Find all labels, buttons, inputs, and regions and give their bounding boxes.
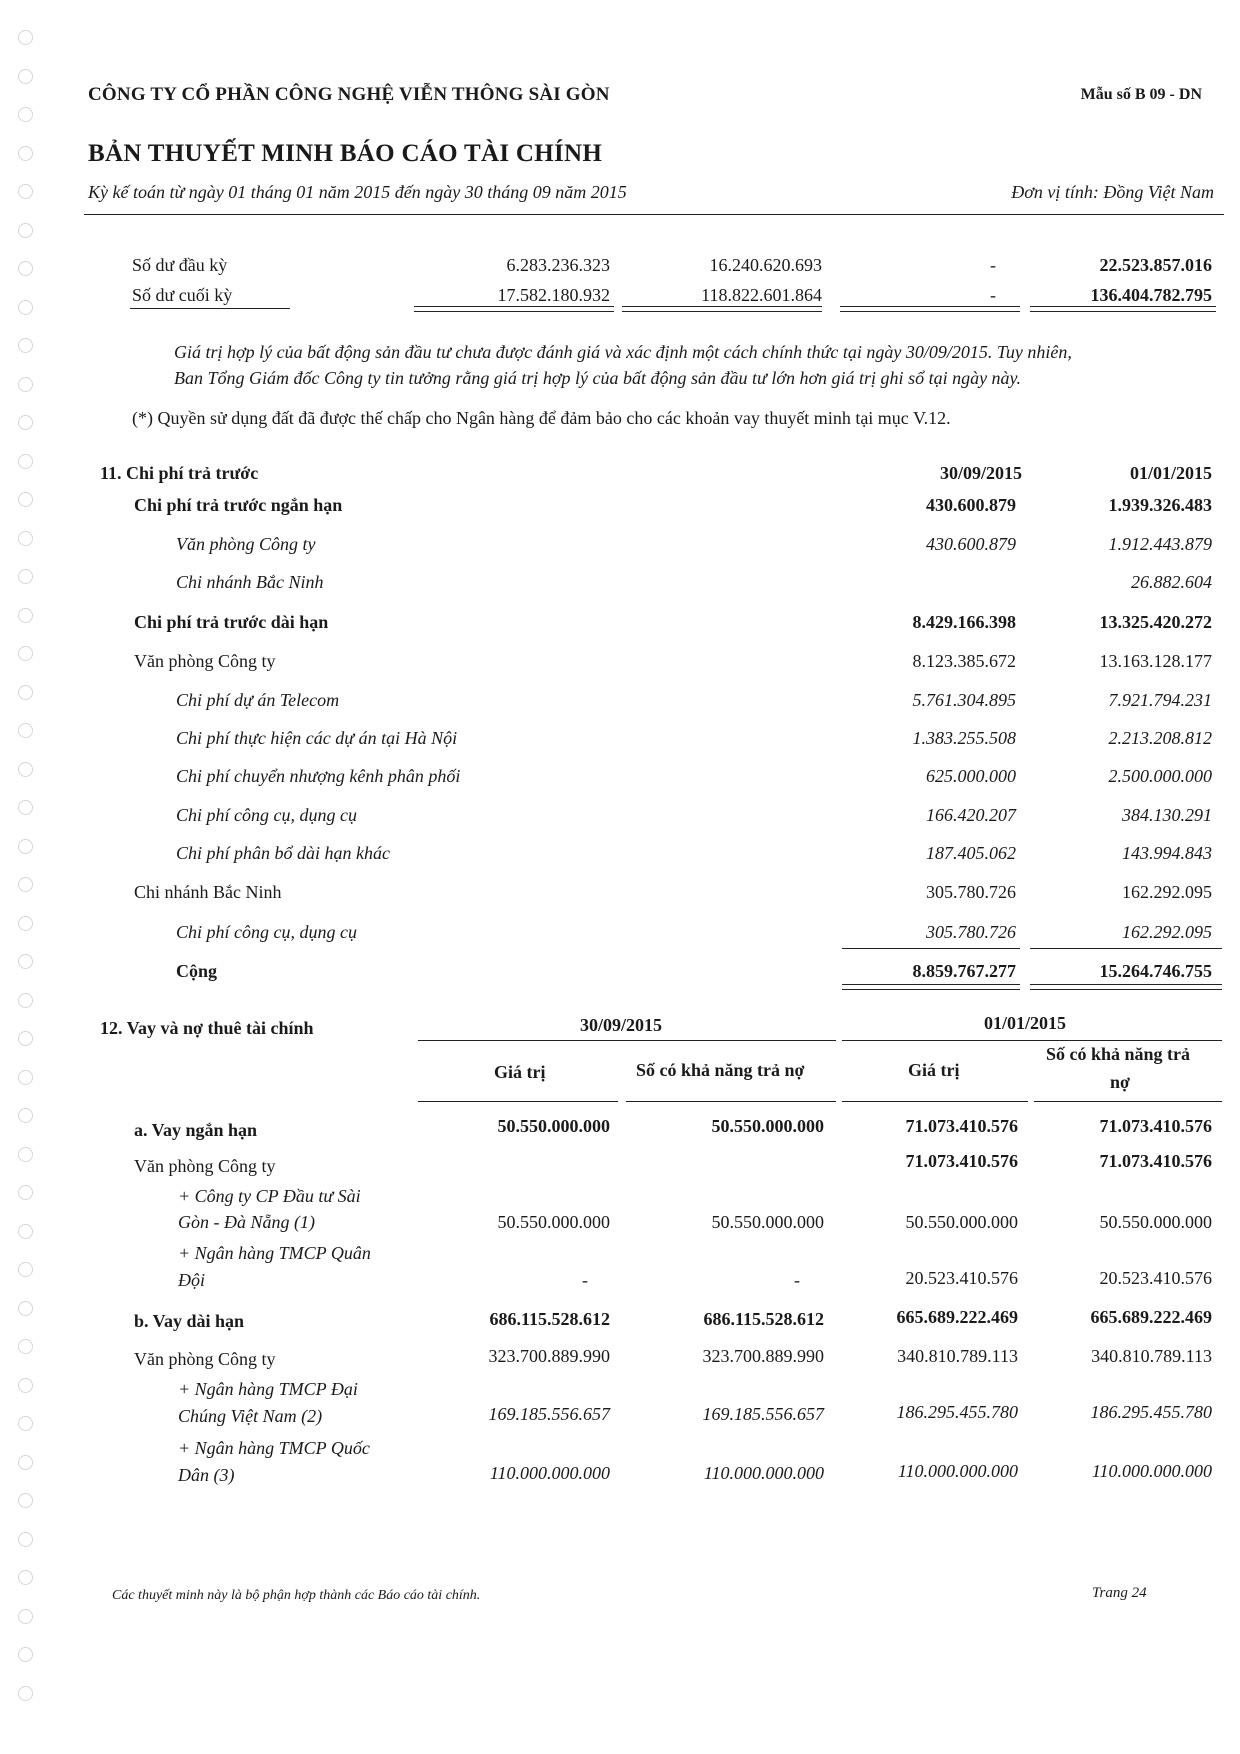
row-label: + Ngân hàng TMCP Quốc xyxy=(178,1438,370,1458)
subheader-payable: Số có khả năng trả nợ xyxy=(636,1060,805,1080)
section-title: 12. Vay và nợ thuê tài chính xyxy=(100,1018,314,1038)
carryover-value: 17.582.180.932 xyxy=(497,285,610,305)
row-value: 186.295.455.780 xyxy=(896,1402,1018,1422)
binder-hole xyxy=(18,954,33,969)
row-value: 50.550.000.000 xyxy=(711,1116,824,1136)
row-value: 50.550.000.000 xyxy=(905,1212,1018,1232)
column-header: 01/01/2015 xyxy=(1129,463,1212,483)
row-value: 110.000.000.000 xyxy=(897,1461,1018,1481)
row-value: 166.420.207 xyxy=(926,805,1016,825)
row-value: 110.000.000.000 xyxy=(1091,1461,1212,1481)
binder-hole xyxy=(18,1455,33,1470)
row-value: 1.912.443.879 xyxy=(1108,534,1212,554)
row-value: 430.600.879 xyxy=(926,495,1016,515)
binder-hole xyxy=(18,1339,33,1354)
binder-hole xyxy=(18,107,33,122)
column-group-header: 30/09/2015 xyxy=(580,1015,663,1035)
row-value: 1.939.326.483 xyxy=(1108,495,1212,515)
paragraph-line: Ban Tổng Giám đốc Công ty tin tưởng rằng giá trị hợp lý của bất động sản đầu tư lớn hơn giá trị ghi sổ tại ngày này. xyxy=(174,368,1022,388)
binder-hole xyxy=(18,338,33,353)
row-label: Chi phí dự án Telecom xyxy=(176,690,340,710)
binder-hole xyxy=(18,762,33,777)
binder-hole xyxy=(18,1378,33,1393)
row-label: Dân (3) xyxy=(178,1465,235,1485)
row-value: 2.500.000.000 xyxy=(1108,766,1212,786)
paragraph-line: Giá trị hợp lý của bất động sản đầu tư chưa được đánh giá và xác định một cách chính thức tại ngày 30/09/2015. Tuy nhiên, xyxy=(174,342,1072,362)
binder-hole xyxy=(18,146,33,161)
row-label: a. Vay ngắn hạn xyxy=(134,1120,258,1140)
row-value: 305.780.726 xyxy=(926,922,1016,942)
binder-hole xyxy=(18,1262,33,1277)
row-label: Văn phòng Công ty xyxy=(176,534,316,554)
total-value: 8.859.767.277 xyxy=(912,961,1016,981)
row-value: 186.295.455.780 xyxy=(1090,1402,1212,1422)
row-value: 625.000.000 xyxy=(926,766,1016,786)
row-label: Văn phòng Công ty xyxy=(134,1349,276,1369)
subheader-rule xyxy=(626,1101,836,1102)
row-value: 7.921.794.231 xyxy=(1108,690,1212,710)
carryover-label: Số dư đầu kỳ xyxy=(132,255,228,275)
carryover-value: 6.283.236.323 xyxy=(506,255,610,275)
binder-hole xyxy=(18,1416,33,1431)
subheader-value: Giá trị xyxy=(494,1062,546,1082)
fair-value-paragraph xyxy=(174,339,1214,391)
row-value: 20.523.410.576 xyxy=(905,1268,1018,1288)
total-value: 15.264.746.755 xyxy=(1099,961,1212,981)
row-value: 1.383.255.508 xyxy=(912,728,1016,748)
row-label: Văn phòng Công ty xyxy=(134,1156,276,1176)
row-value: 8.123.385.672 xyxy=(912,651,1016,671)
binder-holes xyxy=(18,30,38,1730)
binder-hole xyxy=(18,839,33,854)
binder-hole xyxy=(18,1686,33,1701)
row-value: 50.550.000.000 xyxy=(497,1116,610,1136)
underline xyxy=(130,308,290,309)
double-underline xyxy=(414,306,614,312)
binder-hole xyxy=(18,184,33,199)
row-value: 50.550.000.000 xyxy=(1099,1212,1212,1232)
row-label: + Công ty CP Đầu tư Sài xyxy=(178,1186,361,1206)
binder-hole xyxy=(18,300,33,315)
subheader-payable: Số có khả năng trả xyxy=(1046,1044,1191,1064)
row-value: 13.325.420.272 xyxy=(1099,612,1212,632)
row-label: Chi nhánh Bắc Ninh xyxy=(176,572,324,592)
total-double-rule xyxy=(842,984,1020,990)
row-value: 430.600.879 xyxy=(926,534,1016,554)
row-value: 71.073.410.576 xyxy=(1099,1151,1212,1171)
row-label: + Ngân hàng TMCP Đại xyxy=(178,1379,358,1399)
row-value: 340.810.789.113 xyxy=(897,1346,1018,1366)
binder-hole xyxy=(18,1224,33,1239)
binder-hole xyxy=(18,454,33,469)
binder-hole xyxy=(18,1070,33,1085)
row-value: 162.292.095 xyxy=(1122,922,1212,942)
row-value: 143.994.843 xyxy=(1122,843,1212,863)
row-value: 26.882.604 xyxy=(1131,572,1212,592)
subheader-payable: nợ xyxy=(1110,1072,1130,1092)
binder-hole xyxy=(18,646,33,661)
row-value: 50.550.000.000 xyxy=(497,1212,610,1232)
binder-hole xyxy=(18,261,33,276)
row-label: Chi nhánh Bắc Ninh xyxy=(134,882,282,902)
binder-hole xyxy=(18,608,33,623)
row-label: Chi phí thực hiện các dự án tại Hà Nội xyxy=(176,728,458,748)
section-title: 11. Chi phí trả trước xyxy=(100,463,259,483)
row-value: 13.163.128.177 xyxy=(1099,651,1212,671)
binder-hole xyxy=(18,69,33,84)
company-name: CÔNG TY CỔ PHẦN CÔNG NGHỆ VIỄN THÔNG SÀI GÒN xyxy=(88,84,610,105)
row-label: + Ngân hàng TMCP Quân xyxy=(178,1243,371,1263)
row-value: 323.700.889.990 xyxy=(702,1346,824,1366)
row-value: 305.780.726 xyxy=(926,882,1016,902)
row-value: 169.185.556.657 xyxy=(488,1404,610,1424)
carryover-total: 136.404.782.795 xyxy=(1090,285,1212,305)
binder-hole xyxy=(18,1647,33,1662)
binder-hole xyxy=(18,492,33,507)
binder-hole xyxy=(18,531,33,546)
row-value: 71.073.410.576 xyxy=(1099,1116,1212,1136)
row-label: Chi phí phân bổ dài hạn khác xyxy=(176,843,390,863)
row-value: 384.130.291 xyxy=(1122,805,1212,825)
row-value: 169.185.556.657 xyxy=(702,1404,824,1424)
binder-hole xyxy=(18,685,33,700)
currency-unit: Đơn vị tính: Đồng Việt Nam xyxy=(1011,182,1214,202)
binder-hole xyxy=(18,916,33,931)
carryover-value: - xyxy=(990,255,996,275)
binder-hole xyxy=(18,1570,33,1585)
header-divider xyxy=(84,214,1224,215)
subheader-value: Giá trị xyxy=(908,1060,960,1080)
group-rule xyxy=(842,1040,1222,1041)
column-header: 30/09/2015 xyxy=(939,463,1022,483)
subtotal-rule xyxy=(842,948,1020,949)
binder-hole xyxy=(18,377,33,392)
row-value: 323.700.889.990 xyxy=(488,1346,610,1366)
binder-hole xyxy=(18,30,33,45)
row-value: 110.000.000.000 xyxy=(703,1463,824,1483)
row-label: Chi phí trả trước dài hạn xyxy=(134,612,329,632)
double-underline xyxy=(840,306,1020,312)
row-value: 2.213.208.812 xyxy=(1108,728,1212,748)
double-underline xyxy=(1030,306,1216,312)
row-value: 665.689.222.469 xyxy=(896,1307,1018,1327)
row-label: Chi phí công cụ, dụng cụ xyxy=(176,805,357,825)
reporting-period: Kỳ kế toán từ ngày 01 tháng 01 năm 2015 đến ngày 30 tháng 09 năm 2015 xyxy=(88,182,627,202)
carryover-value: 118.822.601.864 xyxy=(701,285,822,305)
row-label: Chi phí công cụ, dụng cụ xyxy=(176,922,357,942)
row-label: Chi phí trả trước ngắn hạn xyxy=(134,495,343,515)
row-value: 8.429.166.398 xyxy=(912,612,1016,632)
binder-hole xyxy=(18,1609,33,1624)
binder-hole xyxy=(18,723,33,738)
mortgage-note: (*) Quyền sử dụng đất đã được thế chấp cho Ngân hàng để đảm bảo cho các khoản vay thuyết minh tại mục V.12. xyxy=(132,408,951,428)
group-rule xyxy=(418,1040,836,1041)
binder-hole xyxy=(18,1301,33,1316)
column-group-header: 01/01/2015 xyxy=(984,1013,1067,1033)
carryover-total: 22.523.857.016 xyxy=(1099,255,1212,275)
row-label: Văn phòng Công ty xyxy=(134,651,276,671)
row-value: 340.810.789.113 xyxy=(1091,1346,1212,1366)
binder-hole xyxy=(18,1147,33,1162)
row-label: Gòn - Đà Nẵng (1) xyxy=(178,1212,315,1232)
row-value: 71.073.410.576 xyxy=(905,1116,1018,1136)
footer-note: Các thuyết minh này là bộ phận hợp thành các Báo cáo tài chính. xyxy=(112,1588,481,1603)
binder-hole xyxy=(18,1031,33,1046)
carryover-label: Số dư cuối kỳ xyxy=(132,285,233,305)
document-title: BẢN THUYẾT MINH BÁO CÁO TÀI CHÍNH xyxy=(88,140,603,167)
row-value: 5.761.304.895 xyxy=(912,690,1016,710)
row-value: 162.292.095 xyxy=(1122,882,1212,902)
row-value: 686.115.528.612 xyxy=(489,1309,610,1329)
binder-hole xyxy=(18,993,33,1008)
row-label: b. Vay dài hạn xyxy=(134,1311,245,1331)
subheader-rule xyxy=(1034,1101,1222,1102)
binder-hole xyxy=(18,569,33,584)
page-number: Trang 24 xyxy=(1092,1585,1147,1601)
row-label: Đội xyxy=(178,1270,205,1290)
carryover-value: - xyxy=(990,285,996,305)
subtotal-rule xyxy=(1030,948,1222,949)
total-label: Cộng xyxy=(176,961,218,981)
row-label: Chi phí chuyển nhượng kênh phân phối xyxy=(176,766,461,786)
carryover-value: 16.240.620.693 xyxy=(709,255,822,275)
binder-hole xyxy=(18,223,33,238)
row-value: 50.550.000.000 xyxy=(711,1212,824,1232)
subheader-rule xyxy=(418,1101,618,1102)
row-value: 187.405.062 xyxy=(926,843,1016,863)
total-double-rule xyxy=(1030,984,1222,990)
row-value: - xyxy=(794,1270,800,1290)
row-value: - xyxy=(582,1270,588,1290)
row-value: 110.000.000.000 xyxy=(489,1463,610,1483)
binder-hole xyxy=(18,800,33,815)
row-value: 686.115.528.612 xyxy=(703,1309,824,1329)
binder-hole xyxy=(18,1493,33,1508)
row-value: 665.689.222.469 xyxy=(1090,1307,1212,1327)
row-value: 71.073.410.576 xyxy=(905,1151,1018,1171)
row-value: 20.523.410.576 xyxy=(1099,1268,1212,1288)
binder-hole xyxy=(18,1108,33,1123)
row-label: Chúng Việt Nam (2) xyxy=(178,1406,323,1426)
binder-hole xyxy=(18,1185,33,1200)
binder-hole xyxy=(18,1532,33,1547)
binder-hole xyxy=(18,415,33,430)
binder-hole xyxy=(18,877,33,892)
subheader-rule xyxy=(842,1101,1028,1102)
double-underline xyxy=(622,306,822,312)
form-code: Mẫu số B 09 - DN xyxy=(1080,86,1202,103)
